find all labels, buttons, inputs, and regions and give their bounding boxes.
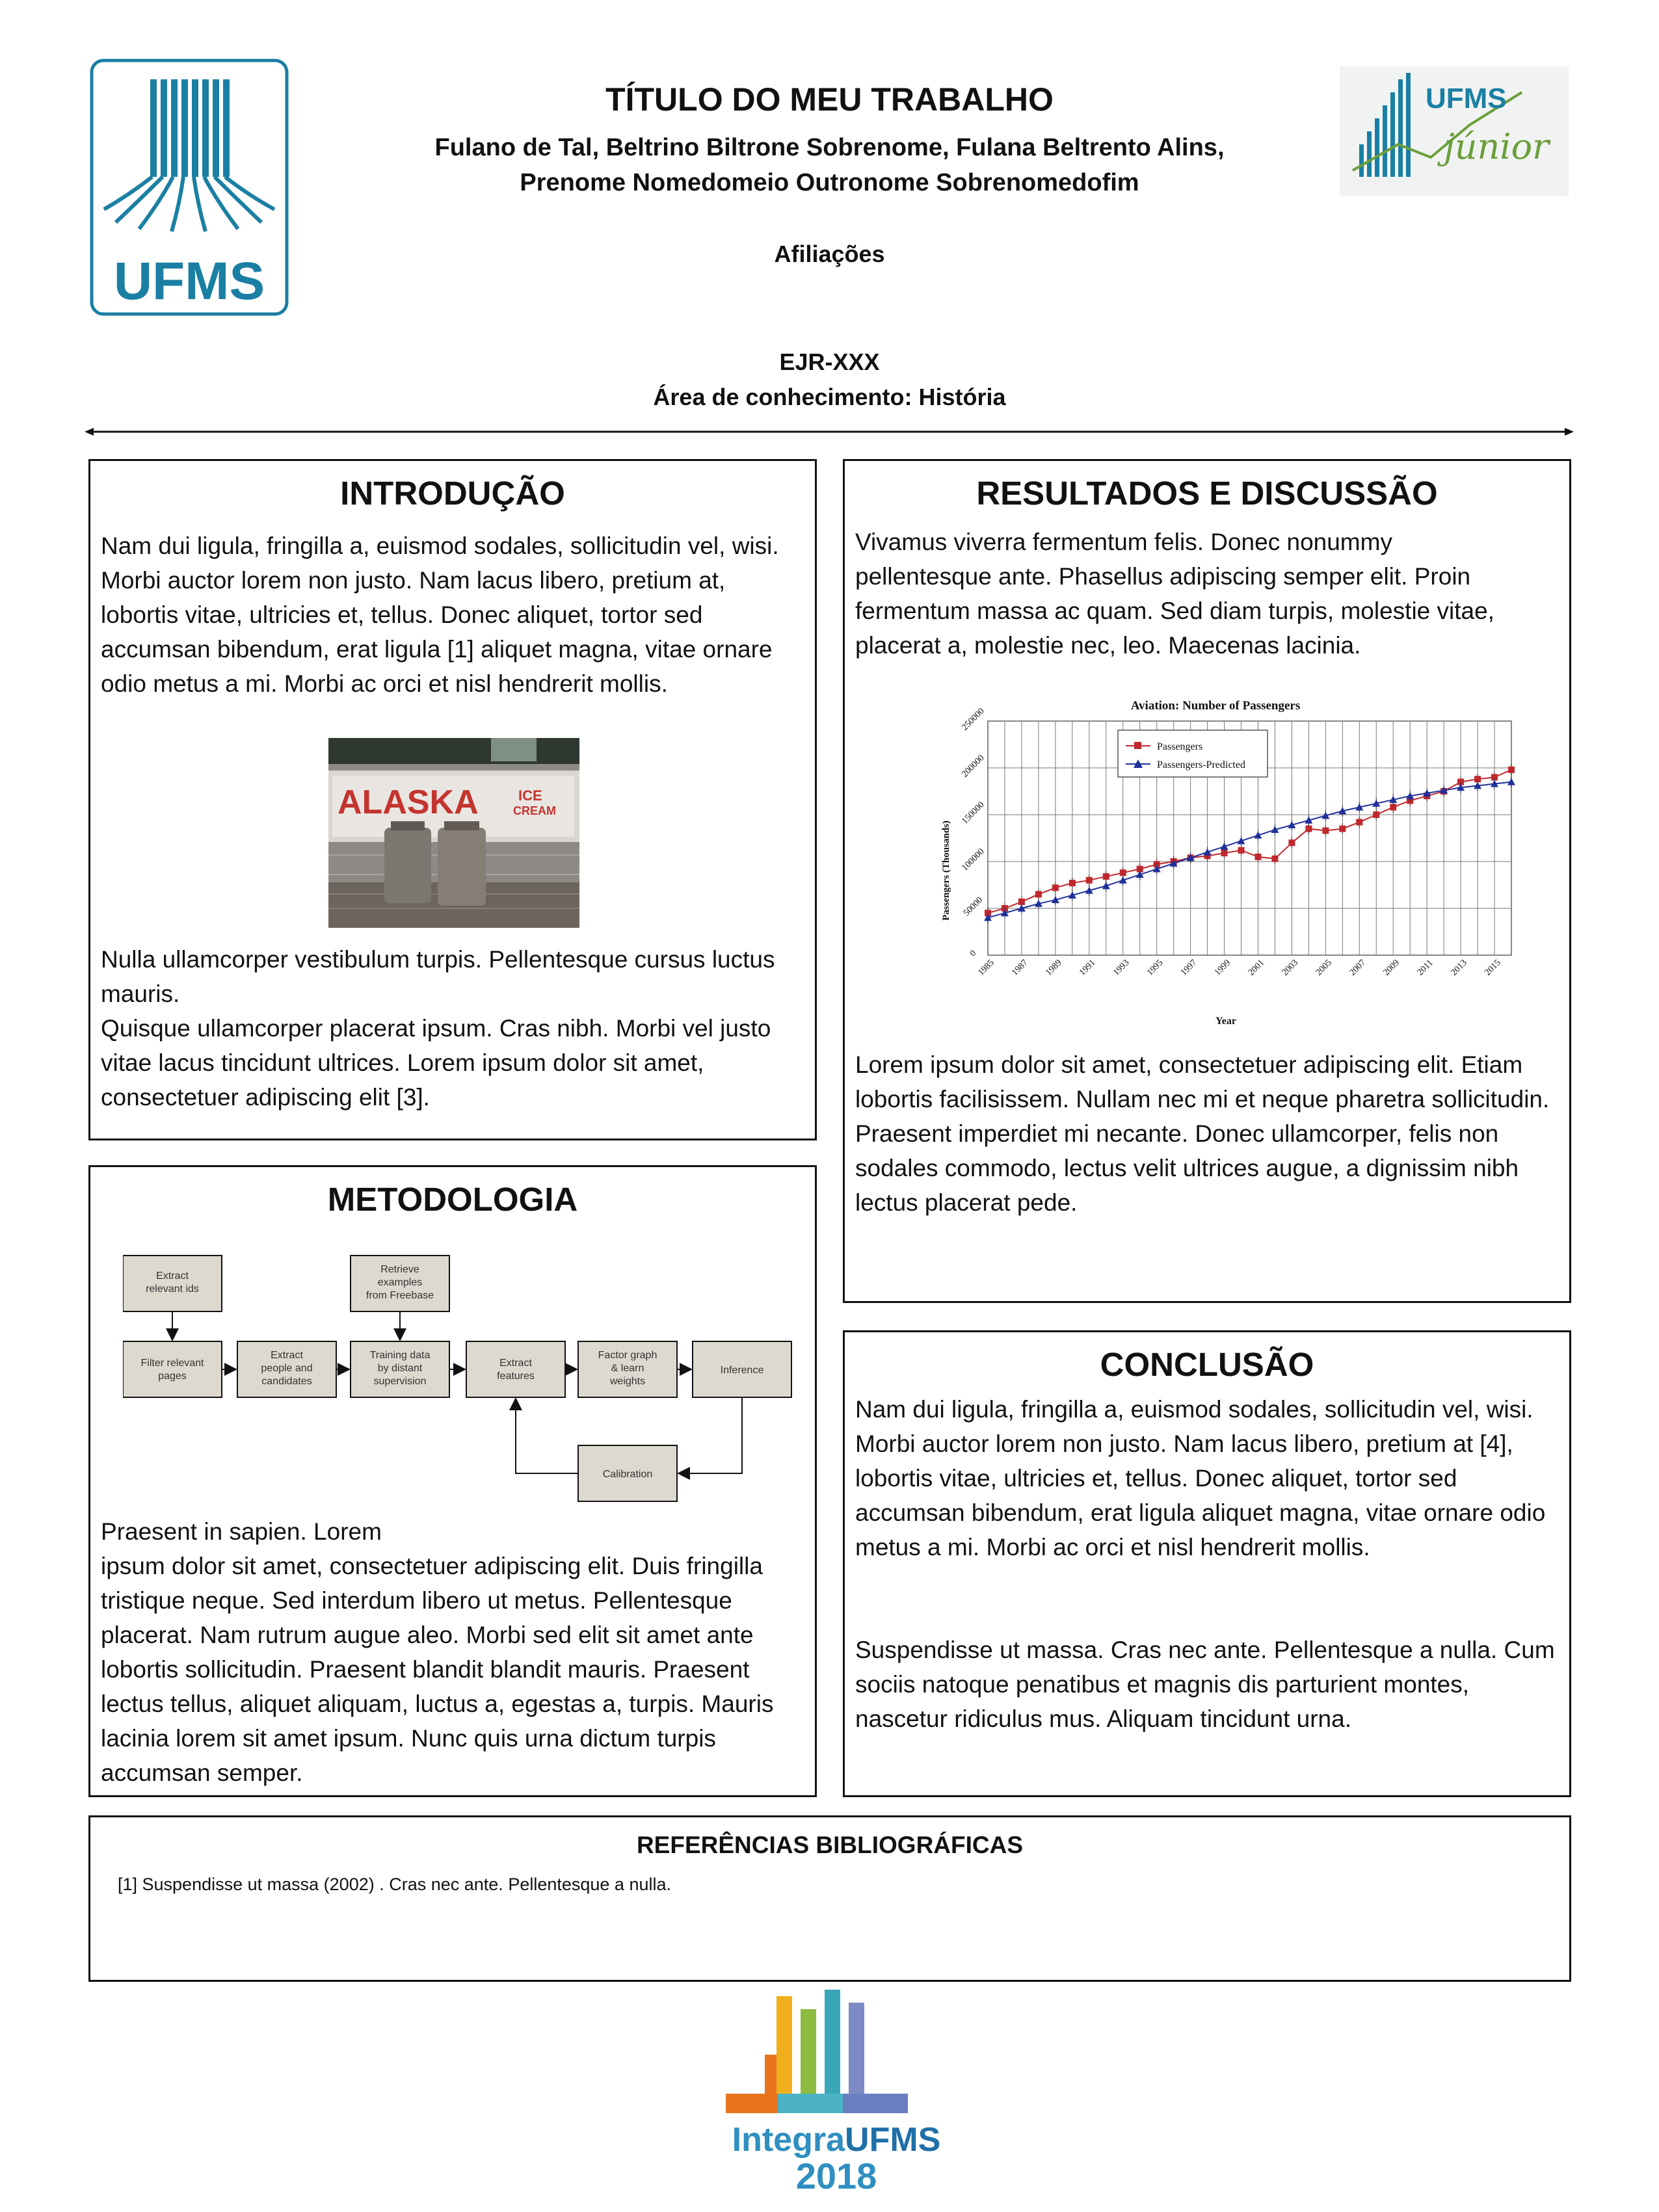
chart-xtick-label: 2005 [1314, 958, 1334, 978]
svg-text:Calibration: Calibration [602, 1469, 653, 1480]
svg-text:Retrieveexamplesfrom Freebase: Retrieve examples from Freebase [365, 1264, 434, 1301]
conclusion-paragraph-2: Suspendisse ut massa. Cras nec ante. Pellentesque a nulla. Cum sociis natoque penatibus et magnis dis parturient montes, nascetur ridiculus mus. Aliquam tincidunt urna. [855, 1637, 1555, 1732]
chart-point [1339, 826, 1346, 832]
chart-ytick-label: 200000 [960, 753, 987, 780]
section-metodologia [88, 1165, 817, 1797]
chart-ytick-label: 150000 [960, 800, 987, 826]
svg-text:Extractfeatures: Extract features [497, 1358, 535, 1382]
conclusion-paragraph-1: Nam dui ligula, fringilla a, euismod sodales, sollicitudin vel, wisi. Morbi auctor lorem non justo. Nam lacus libero, pretium at [4], lobortis vitae, ultricies et, tellus. Donec aliquet, tortor sed accumsan bibendum, erat ligula aliquet magna, vitae ornare odio metus a mi. Morbi ac orci et nisl hendrerit mollis. [855, 1396, 1546, 1560]
chart-point [1035, 891, 1042, 897]
intro-paragraph-2: Nulla ullamcorper vestibulum turpis. Pellentesque cursus luctus mauris. [101, 946, 775, 1007]
reference-item-1: [1] Suspendisse ut massa (2002) . Cras nec ante. Pellentesque a nulla. [118, 1875, 672, 1894]
chart-xtick-label: 1999 [1212, 958, 1233, 978]
intro-paragraph-3: Quisque ullamcorper placerat ipsum. Cras nibh. Morbi vel justo vitae lacus tincidunt ultrices. Lorem ipsum dolor sit amet, consectetuer adipiscing elit [3]. [101, 1015, 771, 1111]
chart-xtick-label: 2003 [1280, 958, 1301, 978]
results-paragraph-2: Lorem ipsum dolor sit amet, consectetuer adipiscing elit. Etiam lobortis facilisissem. Nullam nec mi et neque pharetra sollicitudin. Praesent imperdiet mi necante. Donec ullamcorper, felis non sodales commodo, lectus velit ultrices augue, a dignissim nibh lectus placerat pede. [855, 1051, 1550, 1216]
authors-line-1: Fulano de Tal, Beltrino Biltrone Sobrenome, Fulana Beltrento Alins, [434, 134, 1225, 161]
svg-text:Inference: Inference [720, 1365, 764, 1376]
chart-xtick-label: 1985 [976, 958, 996, 978]
section-title-metodologia: METODOLOGIA [327, 1181, 578, 1218]
header-divider [85, 424, 1574, 440]
chart-point [1103, 873, 1109, 880]
authors [0, 130, 1659, 200]
passengers-chart [929, 695, 1521, 1027]
chart-xtick-label: 2011 [1415, 958, 1435, 978]
legend-passengers-predicted: Passengers-Predicted [1157, 759, 1245, 770]
chart-xtick-label: 2015 [1483, 958, 1503, 978]
svg-text:2018: 2018 [795, 2155, 877, 2196]
chart-point [1069, 880, 1076, 886]
chart-point [1271, 856, 1278, 862]
svg-text:júnior: júnior [1444, 126, 1549, 167]
method-paragraph-2: ipsum dolor sit amet, consectetuer adipiscing elit. Duis fringilla tristique neque. Sed interdum libero ut metus. Pellentesque placerat. Nam rutrum augue aleo. Morbi sed elit sit amet ante lobortis sollicitudin. Praesent blandit blandit mauris. Praesent lectus tellus, aliquet aliquam, luctus a, egestas a, turpis. Mauris lacinia lorem sit amet ipsum. Nunc quis urna dictum turpis accumsan semper. [101, 1553, 774, 1786]
node-extract-features [466, 1341, 565, 1397]
svg-text:Filter relevantpages: Filter relevant pages [140, 1358, 204, 1382]
chart-xtick-label: 1989 [1044, 958, 1064, 978]
page-title: TÍTULO DO MEU TRABALHO [605, 81, 1054, 118]
section-introducao [88, 459, 817, 1140]
chart-xtick-label: 2001 [1246, 958, 1267, 978]
section-title-introducao: INTRODUÇÃO [340, 475, 565, 512]
chart-xtick-label: 1987 [1010, 958, 1030, 978]
section-title-resultados: RESULTADOS E DISCUSSÃO [976, 475, 1438, 512]
svg-text:CREAM: CREAM [513, 804, 556, 817]
chart-point [1288, 839, 1295, 846]
method-paragraph-1: Praesent in sapien. Lorem [101, 1518, 382, 1545]
chart-point [1086, 877, 1093, 884]
chart-ytick-label: 100000 [960, 847, 987, 873]
svg-text:ALASKA: ALASKA [338, 783, 479, 821]
chart-point [1356, 819, 1362, 826]
authors-line-2: Prenome Nomedomeio Outronome Sobrenomedofim [520, 169, 1139, 196]
chart-point [1305, 826, 1312, 832]
chart-xtick-label: 2007 [1347, 958, 1368, 978]
legend-passengers: Passengers [1157, 741, 1203, 752]
chart-ytick-label: 50000 [961, 895, 985, 919]
chart-xtick-label: 2009 [1381, 958, 1401, 978]
section-conclusao [843, 1330, 1571, 1797]
svg-text:Training databy distantsupervi: Training data by distant supervision [369, 1350, 431, 1387]
chart-xtick-label: 1995 [1145, 958, 1165, 978]
svg-text:Extractpeople andcandidates: Extract people and candidates [261, 1350, 313, 1387]
svg-text:ICE: ICE [518, 787, 542, 804]
chart-point [1254, 854, 1261, 860]
chart-ytick-label: 250000 [960, 706, 987, 733]
svg-text:UFMS: UFMS [113, 252, 265, 311]
chart-point [1373, 811, 1379, 818]
chart-xlabel: Year [1215, 1016, 1236, 1027]
chart-legend [1118, 730, 1267, 777]
section-title-referencias: REFERÊNCIAS BIBLIOGRÁFICAS [636, 1832, 1024, 1858]
section-title-conclusao: CONCLUSÃO [1100, 1346, 1314, 1383]
chart-point [1322, 827, 1329, 834]
chart-xtick-label: 1991 [1078, 958, 1098, 978]
integra-ufms-logo [713, 1983, 960, 2198]
knowledge-area: Área de conhecimento: História [653, 384, 1006, 410]
work-code: EJR-XXX [779, 349, 880, 375]
chart-xtick-label: 1993 [1111, 958, 1132, 978]
chart-xtick-label: 1997 [1178, 958, 1199, 978]
svg-text:IntegraUFMS: IntegraUFMS [732, 2121, 941, 2159]
chart-ytick-label: 0 [968, 948, 979, 959]
chart-title: Aviation: Number of Passengers [1130, 699, 1301, 713]
method-flow-diagram [123, 1254, 806, 1527]
intro-paragraph-1: Nam dui ligula, fringilla a, euismod sodales, sollicitudin vel, wisi. Morbi auctor lorem non justo. Nam lacus libero, pretium at, lobortis vitae, ultricies et, tellus. Donec aliquet, tortor sed accumsan bibendum, erat ligula [1] aliquet magna, vitae ornare odio metus a mi. Morbi ac orci et nisl hendrerit mollis. [101, 533, 779, 697]
svg-text:Factor graph& learnweights: Factor graph & learn weights [598, 1350, 657, 1387]
svg-text:Extractrelevant ids: Extract relevant ids [146, 1271, 199, 1295]
affiliations: Afiliações [774, 241, 885, 267]
node-filter [123, 1341, 222, 1397]
chart-point [1508, 767, 1515, 773]
results-paragraph-1: Vivamus viverra fermentum felis. Donec nonummy pellentesque ante. Phasellus adipiscing semper elit. Proin fermentum massa ac quam. Sed diam turpis, molestie vitae, placerat a, molestie nec, leo. Maecenas lacinia. [855, 529, 1494, 659]
chart-point [1052, 884, 1059, 891]
chart-point [1238, 847, 1245, 854]
chart-ylabel: Passengers (Thousands) [941, 821, 951, 921]
chart-xtick-label: 2013 [1449, 958, 1469, 978]
section-referencias [88, 1815, 1571, 1982]
svg-text:UFMS: UFMS [1426, 83, 1507, 114]
section-resultados [843, 459, 1571, 1303]
alaska-photo [328, 738, 579, 928]
